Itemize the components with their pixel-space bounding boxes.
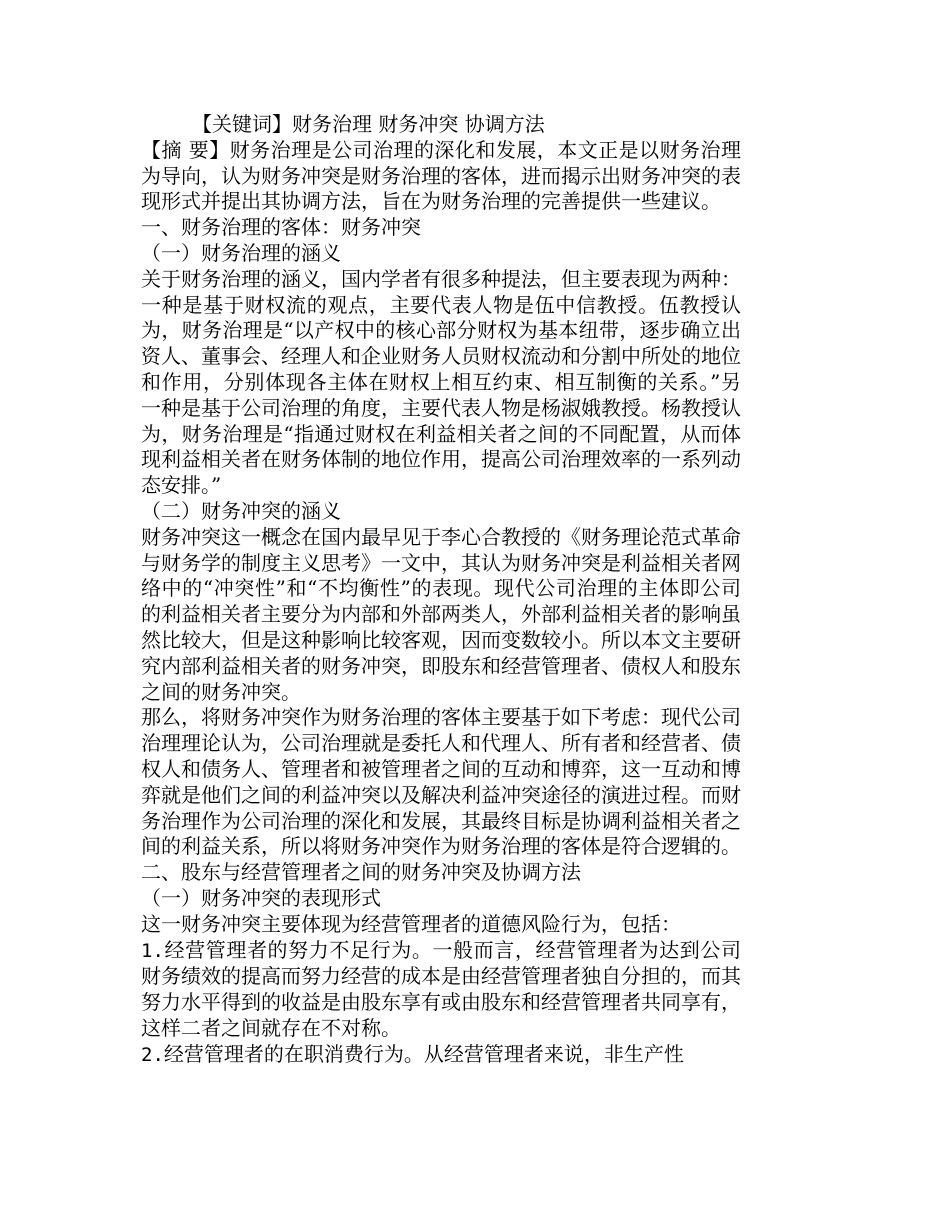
list-item-1-text: 经营管理者的努力不足行为。一般而言，经营管理者为达到公司财务绩效的提高而努力经营的成本是由经营管理者独自分担的，而其努力水平得到的收益是由股东享有或由股东和经营管理者共同享有，这样二者之间就存在不对称。 bbox=[141, 937, 741, 1040]
section-2-heading: 二、股东与经营管理者之间的财务冲突及协调方法 bbox=[141, 860, 581, 885]
abstract-paragraph: 【摘 要】财务治理是公司治理的深化和发展，本文正是以财务治理为导向，认为财务冲突是财务治理的客体，进而揭示出财务冲突的表现形式并提出其协调方法，旨在为财务治理的完善提供一些建议。 bbox=[141, 137, 741, 214]
section-1-2-heading: （二）财务冲突的涵义 bbox=[141, 498, 341, 523]
section-1-2-paragraph-2: 那么，将财务冲突作为财务治理的客体主要基于如下考虑：现代公司治理理论认为，公司治理就是委托人和代理人、所有者和经营者、债权人和债务人、管理者和被管理者之间的互动和博弈，这一互动和博弈就是他们之间的利益冲突以及解决利益冲突途径的演进过程。而财务治理作为公司治理的深化和发展，其最终目标是协调利益相关者之间的利益关系，所以将财务冲突作为财务治理的客体是符合逻辑的。 bbox=[141, 705, 741, 859]
list-item-2-text: 经营管理者的在职消费行为。从经营管理者来说，非生产性 bbox=[163, 1041, 684, 1066]
list-item-1-number: 1. bbox=[141, 939, 164, 962]
section-2-1-heading: （一）财务冲突的表现形式 bbox=[141, 885, 381, 910]
section-1-heading: 一、财务治理的客体：财务冲突 bbox=[141, 215, 421, 240]
list-item-2 bbox=[141, 1042, 741, 1069]
section-2-1-intro: 这一财务冲突主要体现为经营管理者的道德风险行为，包括： bbox=[141, 911, 681, 936]
list-item-2-number: 2. bbox=[141, 1043, 164, 1066]
keywords-line: 【关键词】财务治理 财务冲突 协调方法 bbox=[192, 112, 545, 136]
list-item-1 bbox=[141, 938, 741, 1042]
document-page bbox=[141, 112, 741, 1068]
section-1-2-paragraph-1: 财务冲突这一概念在国内最早见于李心合教授的《财务理论范式革命与财务学的制度主义思考》一文中，其认为财务冲突是利益相关者网络中的“冲突性”和“不均衡性”的表现。现代公司治理的主体即公司的利益相关者主要分为内部和外部两类人，外部利益相关者的影响虽然比较大，但是这种影响比较客观，因而变数较小。所以本文主要研究内部利益相关者的财务冲突，即股东和经营管理者、债权人和股东之间的财务冲突。 bbox=[141, 524, 741, 704]
section-1-1-paragraph: 关于财务治理的涵义，国内学者有很多种提法，但主要表现为两种：一种是基于财权流的观点，主要代表人物是伍中信教授。伍教授认为，财务治理是“以产权中的核心部分财权为基本纽带，逐步确立出资人、董事会、经理人和企业财务人员财权流动和分割中所处的地位和作用，分别体现各主体在财权上相互约束、相互制衡的关系。”另一种是基于公司治理的角度，主要代表人物是杨淑娥教授。杨教授认为，财务治理是“指通过财权在利益相关者之间的不同配置，从而体现利益相关者在财务体制的地位作用，提高公司治理效率的一系列动态安排。” bbox=[141, 266, 741, 498]
section-1-1-heading: （一）财务治理的涵义 bbox=[141, 240, 341, 265]
